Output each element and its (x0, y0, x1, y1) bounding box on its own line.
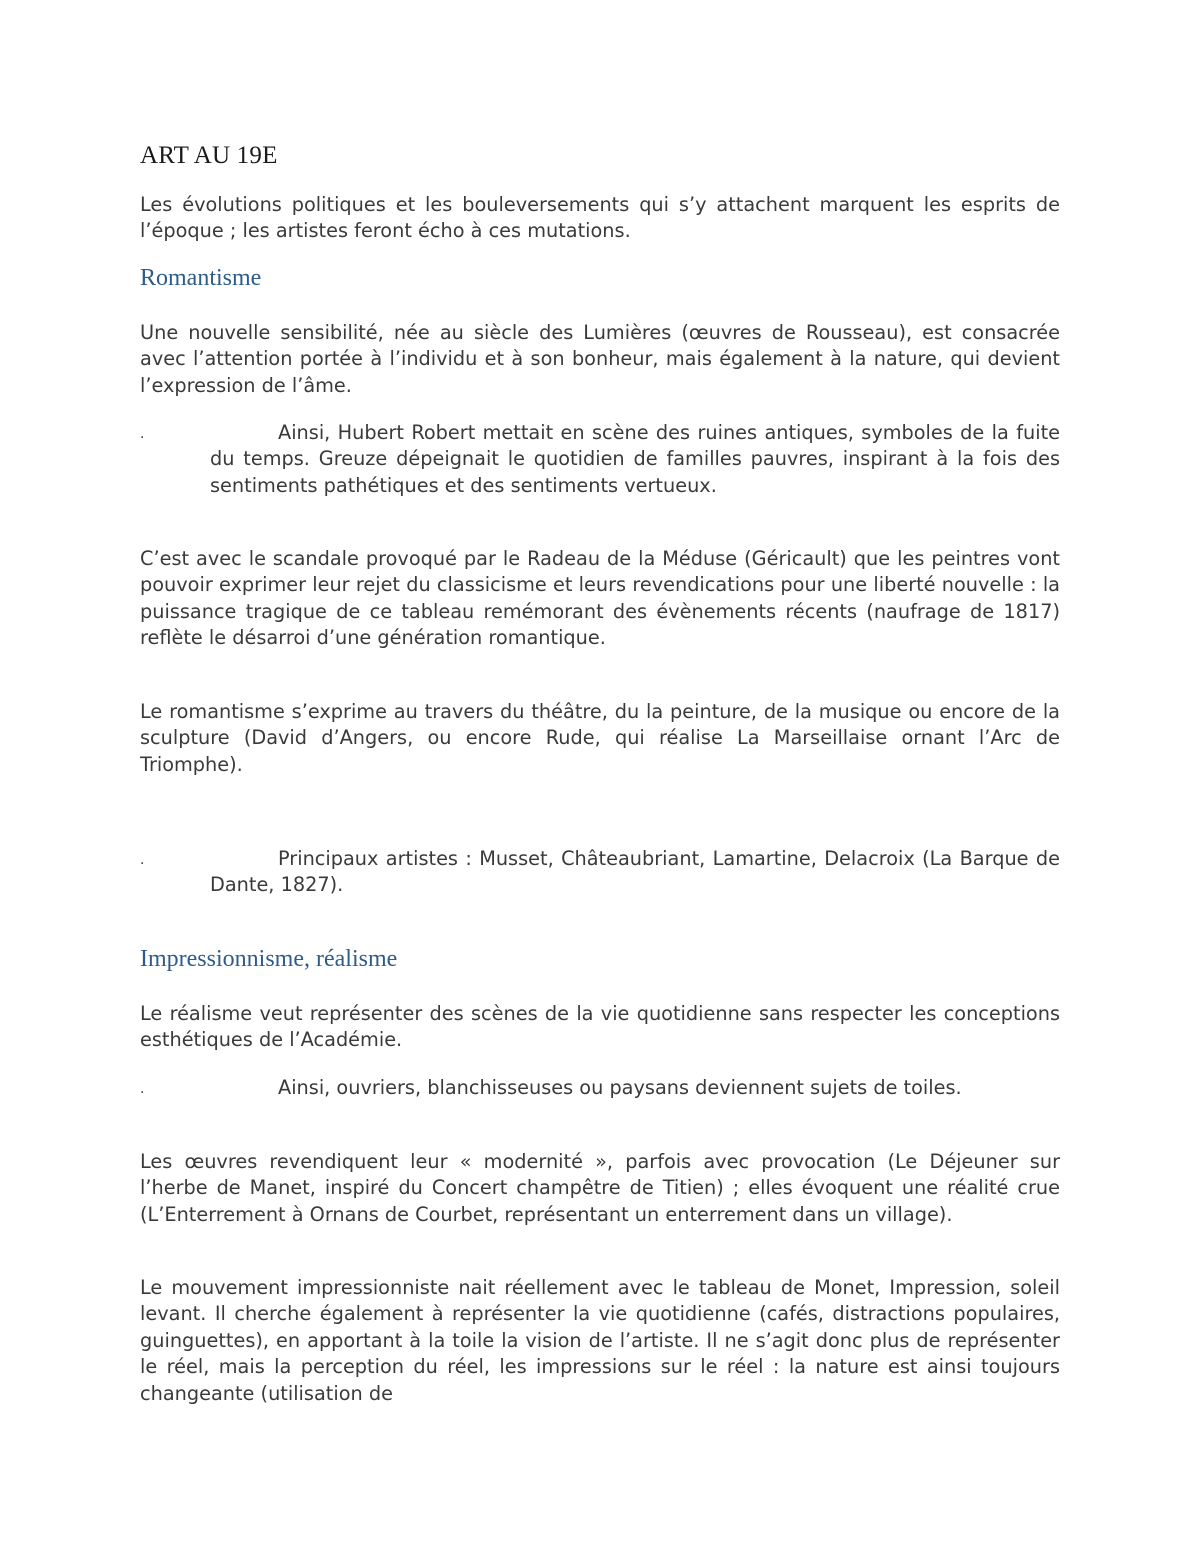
document-title: ART AU 19E (140, 142, 278, 169)
romantisme-paragraph-3: Le romantisme s’exprime au travers du théâtre, du la peinture, de la musique ou encore de la sculpture (David d’Angers, ou encore Rude, qui réalise La Marseillaise ornant l’Arc de Triomphe). (140, 700, 1060, 776)
intro-paragraph: Les évolutions politiques et les bouleversements qui s’y attachent marquent les esprits de l’époque ; les artistes feront écho à ces mutations. (140, 193, 1060, 243)
bullet-text: Ainsi, Hubert Robert mettait en scène des ruines antiques, symboles de la fuite du temps. Greuze dépeignait le quotidien de familles pauvres, inspirant à la fois des sentiments pathétiques et des sentiments vertueux. (210, 421, 1060, 497)
bullet-text: Ainsi, ouvriers, blanchisseuses ou paysans deviennent sujets de toiles. (278, 1076, 962, 1099)
impressionnisme-paragraph-2: Les œuvres revendiquent leur « modernité », parfois avec provocation (Le Déjeuner sur l’herbe de Manet, inspiré du Concert champêtre de Titien) ; elles évoquent une réalité crue (L’Enterrement à Ornans de Courbet, représentant un enterrement dans un village). (140, 1150, 1060, 1226)
impressionnisme-paragraph-3: Le mouvement impressionniste nait réellement avec le tableau de Monet, Impression, soleil levant. Il cherche également à représenter la vie quotidienne (cafés, distractions populaires, guinguettes), en apportant à la toile la vision de l’artiste. Il ne s’agit donc plus de représenter le réel, mais la perception du réel, les impressions sur le réel : la nature est ainsi toujours changeante (utilisation de (140, 1276, 1060, 1405)
bullet-marker: . (140, 1081, 145, 1097)
bullet-text: Principaux artistes : Musset, Châteaubriant, Lamartine, Delacroix (La Barque de Dante, 1827). (210, 847, 1060, 897)
impressionnisme-paragraph-1: Le réalisme veut représenter des scènes de la vie quotidienne sans respecter les conceptions esthétiques de l’Académie. (140, 1002, 1060, 1052)
bullet-marker: . (140, 426, 145, 442)
section-heading-romantisme: Romantisme (140, 265, 262, 291)
bullet-marker: . (140, 852, 145, 868)
section-heading-impressionnisme: Impressionnisme, réalisme (140, 946, 398, 972)
romantisme-paragraph-1: Une nouvelle sensibilité, née au siècle des Lumières (œuvres de Rousseau), est consacrée avec l’attention portée à l’individu et à son bonheur, mais également à la nature, qui devient l’expression de l’âme. (140, 321, 1060, 397)
romantisme-paragraph-2: C’est avec le scandale provoqué par le Radeau de la Méduse (Géricault) que les peintres vont pouvoir exprimer leur rejet du classicisme et leurs revendications pour une liberté nouvelle : la puissance tragique de ce tableau remémorant des évènements récents (naufrage de 1817) reflète le désarroi d’une génération romantique. (140, 547, 1060, 650)
